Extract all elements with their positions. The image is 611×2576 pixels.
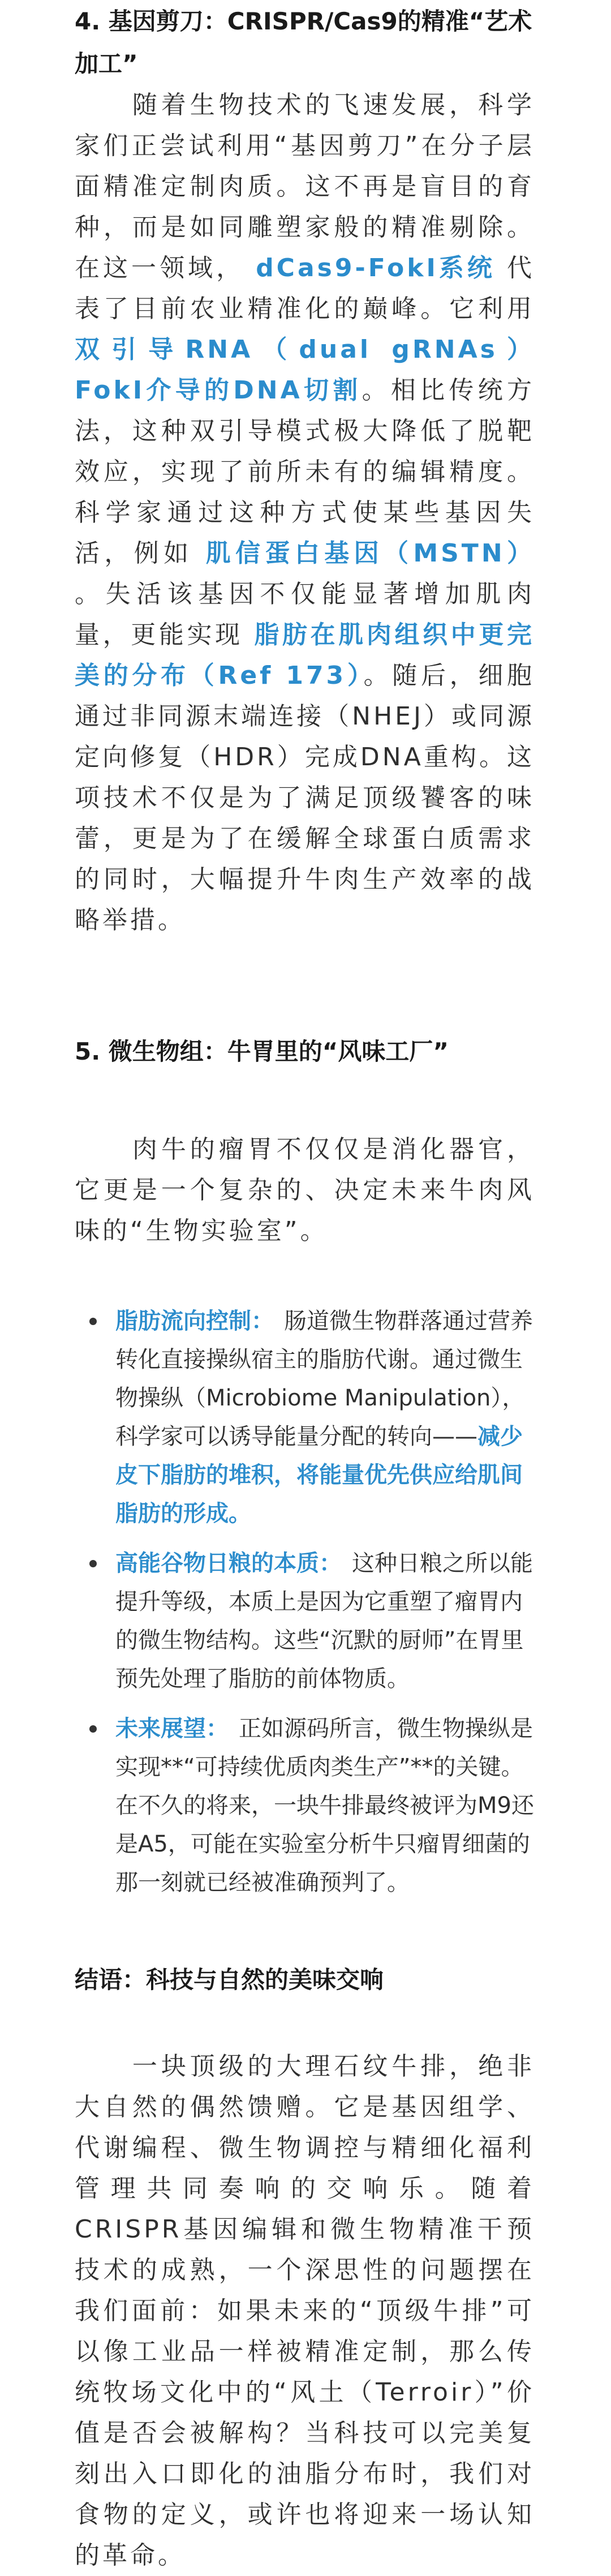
section-4-heading: 4. 基因剪刀：CRISPR/Cas9的精准“艺术加工” bbox=[75, 7, 532, 78]
section-4-text-3: 。相比传统方法，这种双引导模式极大降低了脱靶效应，实现了前所未有的编辑精度。科学家通过这种方式使某些基因失活，例如 bbox=[75, 376, 535, 568]
bullet-text: 正如源码所言，微生物操纵是实现**“可持续优质肉类生产”**的关键。在不久的将来，一块牛排最终被评为M9还是A5，可能在实验室分析牛只瘤胃细菌的那一刻就已经被准确预判了。 bbox=[115, 1716, 534, 1896]
bullet-dot bbox=[89, 1318, 97, 1325]
section-4-text-2: 代表了目前农业精准化的巅峰。它利用 bbox=[75, 254, 535, 323]
bullet-text: 这种日粮之所以能提升等级，本质上是因为它重塑了瘤胃内的微生物结构。这些“沉默的厨师”在胃里预先处理了脂肪的前体物质。 bbox=[115, 1550, 533, 1692]
section-4-text-5: 。随后，细胞通过非同源末端连接（NHEJ）或同源定向修复（HDR）完成DNA重构。这项技术不仅是为了满足顶级饕客的味蕾，更是为了在缓解全球蛋白质需求的同时，大幅提升牛肉生产效率的战略举措。 bbox=[75, 661, 535, 935]
conclusion-text: 一块顶级的大理石纹牛排，绝非大自然的偶然馈赠。它是基因组学、代谢编程、微生物调控与精细化福利管理共同奏响的交响乐。随着CRISPR基因编辑和微生物精准干预技术的成熟，一个深思性的问题摆在我们面前：如果未来的“顶级牛排”可以像工业品一样被精准定制，那么传统牧场文化中的“风土（Terroir）”价值是否会被解构？当科技可以完美复刻出入口即化的油脂分布时，我们对食物的定义，或许也将迎来一场认知的革命。 bbox=[75, 2052, 535, 2570]
section-5-intro bbox=[75, 1129, 535, 1251]
bullet-item bbox=[75, 1302, 535, 1533]
bullet-label: 高能谷物日粮的本质： bbox=[115, 1550, 342, 1576]
highlight-dcas9-foki: dCas9-FokI系统 bbox=[256, 254, 496, 282]
conclusion-heading: 结语：科技与自然的美味交响 bbox=[75, 1966, 384, 1994]
conclusion-paragraph bbox=[75, 2046, 535, 2576]
section-4-paragraph bbox=[75, 85, 535, 941]
bullet-label: 未来展望： bbox=[115, 1716, 229, 1742]
bullet-label: 脂肪流向控制： bbox=[115, 1308, 274, 1334]
bullet-dot bbox=[89, 1560, 97, 1567]
section-4-text-1: 随着生物技术的飞速发展，科学家们正尝试利用“基因剪刀”在分子层面精准定制肉质。这不再是盲目的育种，而是如同雕塑家般的精准剔除。在这一领域， bbox=[75, 91, 535, 282]
section-5-bullet-list bbox=[75, 1302, 535, 1913]
bullet-item bbox=[75, 1709, 535, 1902]
bullet-item bbox=[75, 1544, 535, 1698]
highlight-fat-distribution: 脂肪在肌肉组织中更完美的分布（Ref 173） bbox=[75, 620, 535, 690]
section-4-text-4: 。失活该基因不仅能显著增加肌肉量，更能实现 bbox=[75, 580, 535, 649]
bullet-text: 肠道微生物群落通过营养转化直接操纵宿主的脂肪代谢。通过微生物操纵（Microbiome Manipulation），科学家可以诱导能量分配的转向—— bbox=[115, 1308, 533, 1450]
highlight-dual-grna: 双引导RNA（dual gRNAs）FokI介导的DNA切割 bbox=[75, 335, 535, 405]
bullet-highlight: 减少皮下脂肪的堆积，将能量优先供应给肌间脂肪的形成。 bbox=[115, 1424, 523, 1527]
section-5-heading: 5. 微生物组：牛胃里的“风味工厂” bbox=[75, 1038, 449, 1065]
bullet-dot bbox=[89, 1725, 97, 1733]
highlight-mstn-gene: 肌信蛋白基因（MSTN） bbox=[205, 539, 535, 568]
section-5-intro-text: 肉牛的瘤胃不仅仅是消化器官，它更是一个复杂的、决定未来牛肉风味的“生物实验室”。 bbox=[75, 1135, 535, 1245]
